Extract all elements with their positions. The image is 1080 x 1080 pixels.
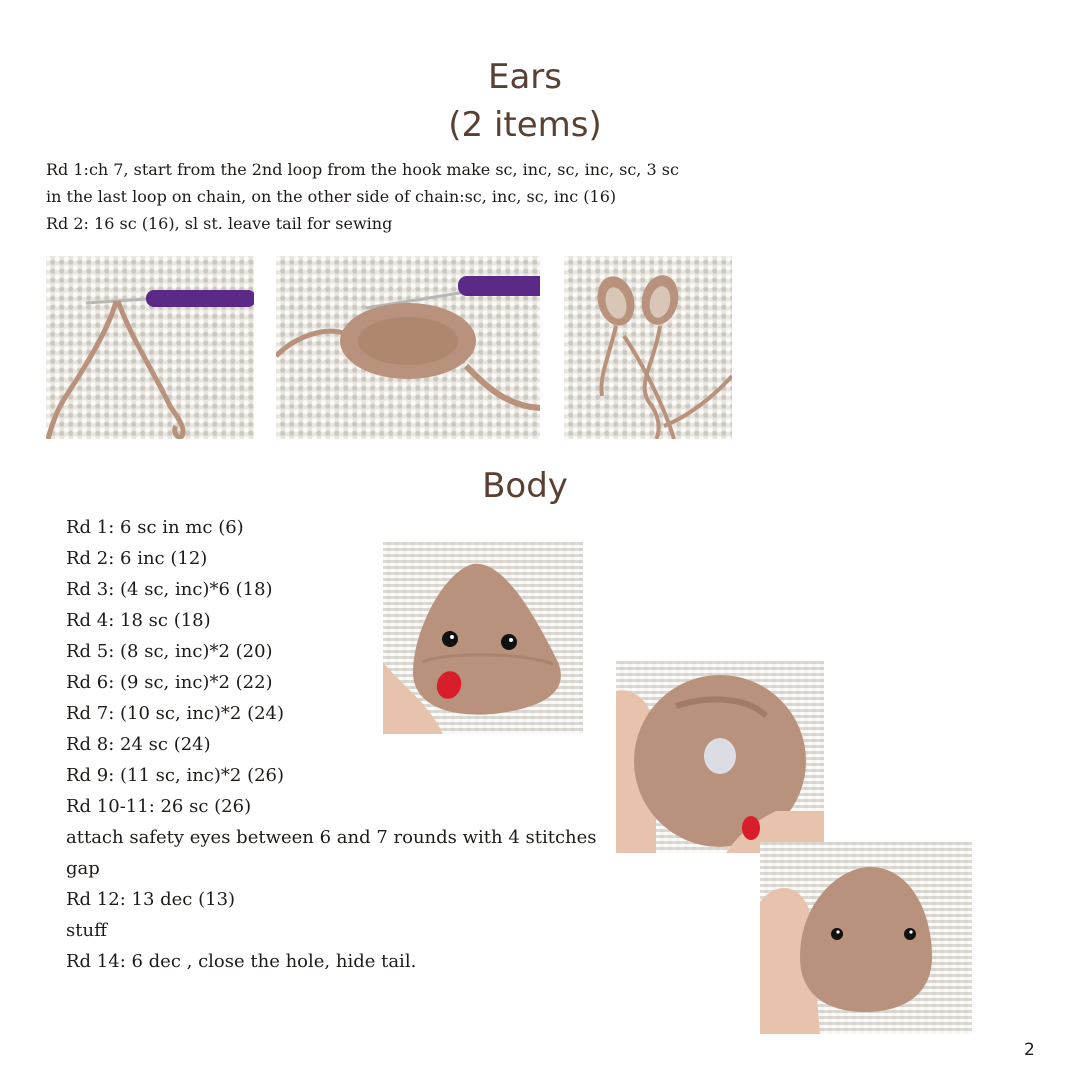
body-instruction-line: attach safety eyes between 6 and 7 rounds with 4 stitches [66, 827, 597, 848]
body-instruction-line: Rd 2: 6 inc (12) [66, 548, 208, 569]
body-instruction-line: Rd 5: (8 sc, inc)*2 (20) [66, 641, 273, 662]
body-instruction-line: Rd 7: (10 sc, inc)*2 (24) [66, 703, 285, 724]
body-instruction-line: Rd 6: (9 sc, inc)*2 (22) [66, 672, 273, 693]
ears-instructions [46, 156, 746, 237]
ears-instruction-line: Rd 2: 16 sc (16), sl st. leave tail for sewing [46, 214, 393, 233]
body-photo-bottom [616, 661, 824, 853]
body-instruction-line: Rd 12: 13 dec (13) [66, 889, 236, 910]
body-title: Body [482, 466, 568, 506]
ears-photo-chain [46, 256, 254, 439]
ears-instruction-line: in the last loop on chain, on the other side of chain:sc, inc, sc, inc (16) [46, 187, 617, 206]
body-photo-cone [383, 542, 583, 734]
ears-photo-oval [276, 256, 540, 439]
body-instruction-line: stuff [66, 920, 107, 941]
ears-title: Ears [487, 57, 562, 97]
body-instruction-line: Rd 10-11: 26 sc (26) [66, 796, 252, 817]
ears-photo-pair [564, 256, 732, 439]
body-instruction-line: Rd 1: 6 sc in mc (6) [66, 517, 244, 538]
body-instruction-line: Rd 4: 18 sc (18) [66, 610, 211, 631]
body-instruction-line: Rd 3: (4 sc, inc)*6 (18) [66, 579, 273, 600]
ears-instruction-line: Rd 1:ch 7, start from the 2nd loop from the hook make sc, inc, sc, inc, sc, 3 sc [46, 160, 679, 179]
body-instruction-line: Rd 8: 24 sc (24) [66, 734, 211, 755]
page-number: 2 [1024, 1040, 1035, 1060]
body-instruction-line: Rd 9: (11 sc, inc)*2 (26) [66, 765, 285, 786]
ears-subtitle: (2 items) [448, 105, 602, 145]
body-instruction-line: gap [66, 858, 100, 879]
body-instruction-line: Rd 14: 6 dec , close the hole, hide tail. [66, 951, 417, 972]
body-photo-finished [760, 842, 972, 1034]
